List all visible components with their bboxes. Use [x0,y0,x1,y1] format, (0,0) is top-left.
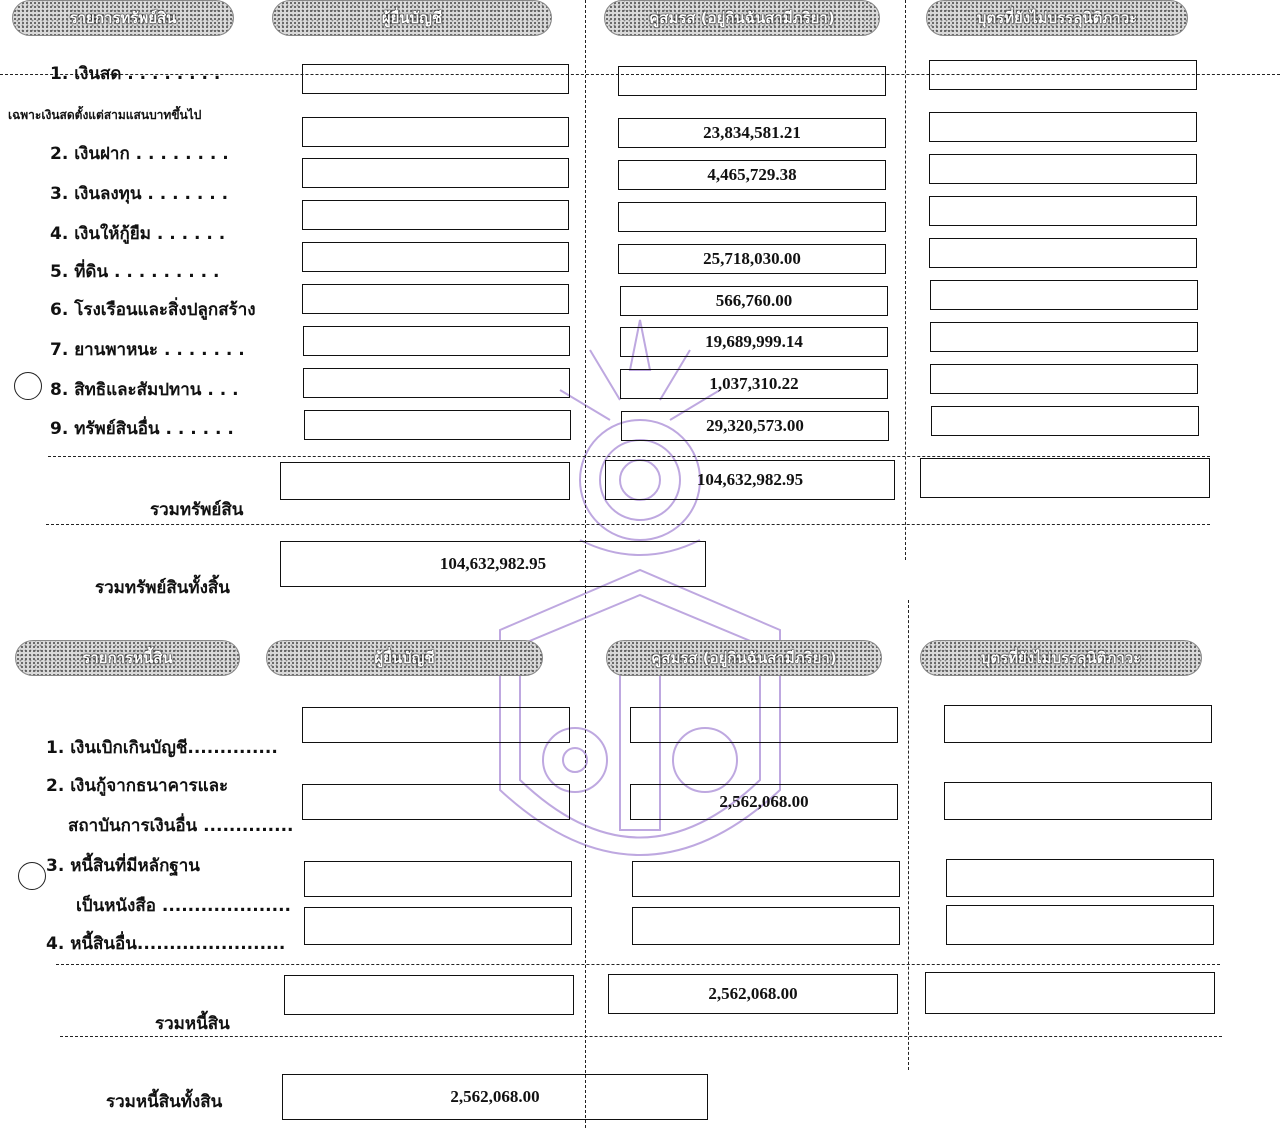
liabilities-grand-total-box: 2,562,068.00 [282,1074,708,1120]
punch-hole-circle [18,862,46,890]
liability-spouse-box [630,707,898,743]
liability-spouse-box: 2,562,068.00 [630,784,898,820]
liabilities-grand-total-label: รวมหนี้สินทั้งสิน [106,1092,223,1112]
asset-declarant-box [302,158,569,188]
asset-declarant-box [302,117,569,147]
assets-header: รายการทรัพย์สิน [12,0,234,36]
asset-spouse-box: 566,760.00 [620,286,888,316]
asset-rule-2 [46,524,1210,525]
liability-children-box [944,705,1212,743]
liability-label: 1. เงินเบิกเกินบัญชี.............. [46,738,278,758]
liability-children-box [946,859,1214,897]
asset-spouse-box: 19,689,999.14 [620,327,888,357]
liabilities-total-label: รวมหนี้สิน [155,1014,230,1034]
asset-children-box [930,364,1198,394]
asset-declarant-box [303,368,570,398]
asset-label: 2. เงินฝาก . . . . . . . . [50,144,229,164]
asset-label: 7. ยานพาหนะ . . . . . . . [50,340,245,360]
asset-label: 9. ทรัพย์สินอื่น . . . . . . [50,419,234,439]
liability-declarant-box [302,784,570,820]
asset-rule-1 [48,456,1210,457]
liability-label-line2: สถาบันการเงินอื่น .............. [68,816,294,836]
liabilities-header: รายการหนี้สิน [15,640,240,676]
liability-rule-2 [60,1036,1222,1037]
asset-children-box [929,238,1197,268]
liability-declarant-box [304,861,572,897]
asset-spouse-box: 29,320,573.00 [621,411,889,441]
assets-total-label: รวมทรัพย์สิน [150,500,244,520]
assets-total-declarant-box [280,462,570,500]
liability-label: 2. เงินกู้จากธนาคารและ [46,776,229,796]
liability-spouse-box [632,907,900,945]
asset-label: 5. ที่ดิน . . . . . . . . . [50,262,220,282]
divider-vertical-3 [908,600,909,1070]
liabilities-declarant-header: ผู้ยื่นบัญชี [266,640,543,676]
liabilities-children-header: บุตรที่ยังไม่บรรลุนิติภาวะ [920,640,1202,676]
asset-declarant-box [302,284,569,314]
asset-spouse-box [618,202,886,232]
asset-label-cash: 1. เงินสด . . . . . . . . [50,64,221,84]
asset-children-box [929,112,1197,142]
asset-children-box [930,322,1198,352]
assets-children-header: บุตรที่ยังไม่บรรลุนิติภาวะ [926,0,1188,36]
asset-children-box [929,154,1197,184]
assets-total-spouse-box: 104,632,982.95 [605,460,895,500]
asset-cash-note: เฉพาะเงินสดตั้งแต่สามแสนบาทขึ้นไป [8,108,202,122]
assets-grand-total-label: รวมทรัพย์สินทั้งสิ้น [95,578,230,598]
asset-children-box [931,406,1199,436]
asset-label: 6. โรงเรือนและสิ่งปลูกสร้าง [50,300,256,320]
asset-spouse-box: 1,037,310.22 [620,369,888,399]
asset-declarant-box [303,326,570,356]
asset-declarant-box [302,200,569,230]
assets-spouse-header: คู่สมรส (อยู่กินฉันสามีภริยา) [604,0,880,36]
liability-label-line2: เป็นหนังสือ .................... [76,896,292,916]
liability-children-box [946,905,1214,945]
emblem-watermark [480,310,800,930]
asset-cash-declarant-box [302,64,569,94]
punch-hole-circle [14,372,42,400]
asset-spouse-box: 25,718,030.00 [618,244,886,274]
asset-label: 4. เงินให้กู้ยืม . . . . . . [50,224,226,244]
asset-label: 3. เงินลงทุน . . . . . . . [50,184,229,204]
liability-declarant-box [302,707,570,743]
asset-children-box [929,196,1197,226]
liabilities-total-declarant-box [284,975,574,1015]
asset-cash-children-box [929,60,1197,90]
liability-rule-1 [56,964,1220,965]
liabilities-spouse-header: คู่สมรส (อยู่กินฉันสามีภริยา) [606,640,882,676]
liabilities-total-spouse-box: 2,562,068.00 [608,974,898,1014]
asset-spouse-box: 4,465,729.38 [618,160,886,190]
liability-children-box [944,782,1212,820]
liability-declarant-box [304,907,572,945]
divider-vertical-2 [905,0,906,560]
asset-spouse-box: 23,834,581.21 [618,118,886,148]
asset-declarant-box [304,410,571,440]
asset-label: 8. สิทธิและสัมปทาน . . . [50,380,239,400]
asset-children-box [930,280,1198,310]
assets-grand-total-box: 104,632,982.95 [280,541,706,587]
asset-cash-spouse-box [618,66,886,96]
liability-label: 4. หนี้สินอื่น....................... [46,934,286,954]
assets-total-children-box [920,458,1210,498]
asset-declarant-box [302,242,569,272]
assets-declarant-header: ผู้ยื่นบัญชี [272,0,552,36]
liability-label: 3. หนี้สินที่มีหลักฐาน [46,856,200,876]
liability-spouse-box [632,861,900,897]
liabilities-total-children-box [925,972,1215,1014]
